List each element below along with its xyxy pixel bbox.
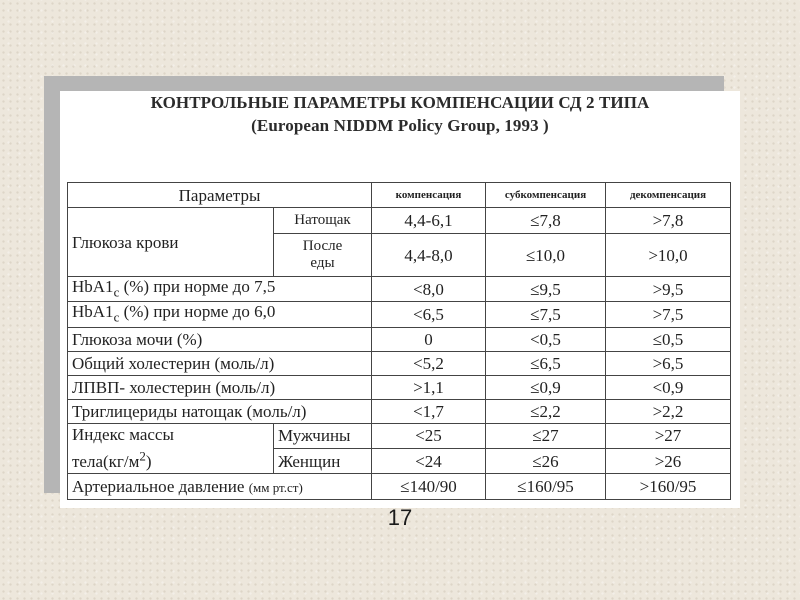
table-header-row xyxy=(68,183,731,208)
header-compensation: компенсация xyxy=(372,183,486,208)
table-row xyxy=(68,375,731,399)
bmi-women-label: Женщин xyxy=(274,449,372,474)
bmi-men-decomp: >27 xyxy=(606,423,731,448)
bmi-men-label: Мужчины xyxy=(274,423,372,448)
bmi-label-line1: Индекс массы xyxy=(72,424,174,444)
bmi-women-decomp: >26 xyxy=(606,449,731,474)
bp-label xyxy=(68,474,372,500)
header-subcompensation: субкомпенсация xyxy=(486,183,606,208)
after-meal-comp: 4,4-8,0 xyxy=(372,234,486,277)
bmi-unit-superscript: 2 xyxy=(139,448,146,464)
document-title: КОНТРОЛЬНЫЕ ПАРАМЕТРЫ КОМПЕНСАЦИИ СД 2 ТИПА xyxy=(150,93,650,112)
hba1c-60-comp: <6,5 xyxy=(372,302,486,327)
hba1c-subscript: c xyxy=(113,309,120,325)
hdl-label: ЛПВП- холестерин (моль/л) xyxy=(68,375,372,399)
document-subtitle: (European NIDDM Policy Group, 1993 ) xyxy=(251,116,549,135)
table-row xyxy=(68,399,731,423)
table-row xyxy=(68,423,731,448)
hdl-decomp: <0,9 xyxy=(606,375,731,399)
bmi-women-sub: ≤26 xyxy=(486,449,606,474)
table-row xyxy=(68,302,731,327)
hba1c-suffix: (%) при норме до 6,0 xyxy=(119,302,276,322)
fasting-decomp: >7,8 xyxy=(606,208,731,234)
table-row xyxy=(68,351,731,375)
after-meal-label-line1: После xyxy=(302,238,343,254)
urine-glucose-decomp: ≤0,5 xyxy=(606,327,731,351)
hba1c-75-label xyxy=(68,277,372,302)
bp-label-text: Артериальное давление xyxy=(72,476,245,496)
header-decompensation: декомпенсация xyxy=(606,183,731,208)
cholesterol-comp: <5,2 xyxy=(372,351,486,375)
triglycerides-label: Триглицериды натощак (моль/л) xyxy=(68,399,372,423)
bp-decomp: >160/95 xyxy=(606,474,731,500)
bmi-unit-close: ) xyxy=(145,452,152,472)
hdl-sub: ≤0,9 xyxy=(486,375,606,399)
glucose-label: Глюкоза крови xyxy=(68,208,274,277)
urine-glucose-comp: 0 xyxy=(372,327,486,351)
hba1c-75-sub: ≤9,5 xyxy=(486,277,606,302)
fasting-label: Натощак xyxy=(274,208,372,234)
bmi-women-comp: <24 xyxy=(372,449,486,474)
hba1c-prefix: HbA1 xyxy=(72,302,114,322)
hba1c-60-sub: ≤7,5 xyxy=(486,302,606,327)
bmi-men-comp: <25 xyxy=(372,423,486,448)
hba1c-75-comp: <8,0 xyxy=(372,277,486,302)
cholesterol-decomp: >6,5 xyxy=(606,351,731,375)
bp-unit: (мм рт.ст) xyxy=(248,479,303,495)
table-row xyxy=(68,327,731,351)
triglycerides-decomp: >2,2 xyxy=(606,399,731,423)
hba1c-60-decomp: >7,5 xyxy=(606,302,731,327)
bmi-unit-text: тела(кг/м xyxy=(72,452,140,472)
fasting-comp: 4,4-6,1 xyxy=(372,208,486,234)
hba1c-subscript: c xyxy=(113,284,120,300)
bmi-label-line2 xyxy=(72,448,152,472)
parameters-table xyxy=(67,182,731,500)
table-row xyxy=(68,208,731,234)
bmi-label xyxy=(68,423,274,474)
triglycerides-sub: ≤2,2 xyxy=(486,399,606,423)
hba1c-prefix: HbA1 xyxy=(72,277,114,296)
cholesterol-sub: ≤6,5 xyxy=(486,351,606,375)
bp-comp: ≤140/90 xyxy=(372,474,486,500)
table-row xyxy=(68,474,731,500)
hba1c-60-label xyxy=(68,302,372,327)
after-meal-sub: ≤10,0 xyxy=(486,234,606,277)
cholesterol-label: Общий холестерин (моль/л) xyxy=(68,351,372,375)
table-row xyxy=(68,277,731,302)
hba1c-suffix: (%) при норме до 7,5 xyxy=(119,277,276,296)
hdl-comp: >1,1 xyxy=(372,375,486,399)
slide-number: 17 xyxy=(387,505,413,530)
after-meal-decomp: >10,0 xyxy=(606,234,731,277)
after-meal-label xyxy=(274,234,372,277)
triglycerides-comp: <1,7 xyxy=(372,399,486,423)
bmi-men-sub: ≤27 xyxy=(486,423,606,448)
urine-glucose-sub: <0,5 xyxy=(486,327,606,351)
bp-sub: ≤160/95 xyxy=(486,474,606,500)
header-params: Параметры xyxy=(68,183,372,208)
fasting-sub: ≤7,8 xyxy=(486,208,606,234)
urine-glucose-label: Глюкоза мочи (%) xyxy=(68,327,372,351)
hba1c-75-decomp: >9,5 xyxy=(606,277,731,302)
scanned-document xyxy=(60,91,740,508)
after-meal-label-line2: еды xyxy=(310,255,335,271)
